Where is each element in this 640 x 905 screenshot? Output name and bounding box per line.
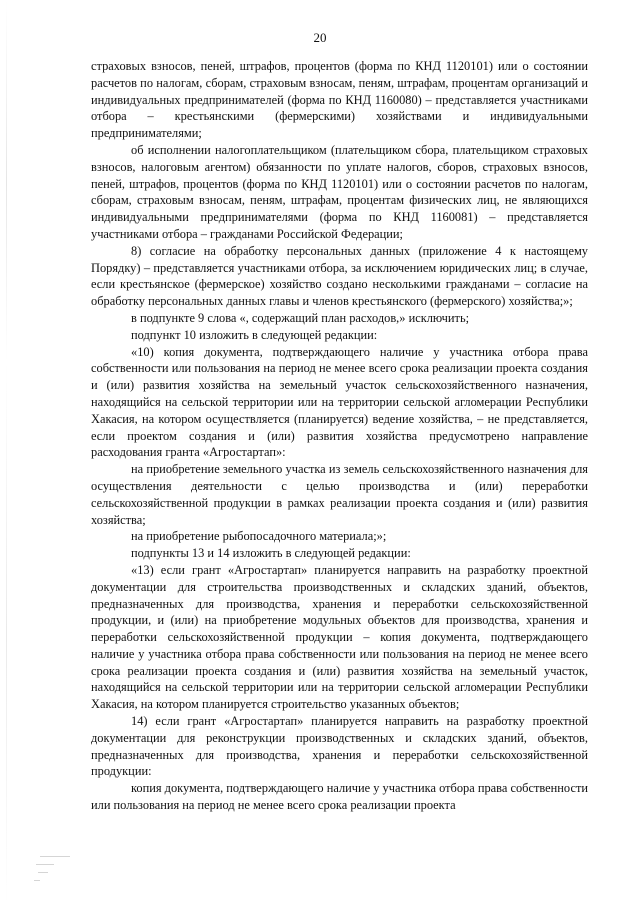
paragraph-item-14: 14) если грант «Агростартап» планируется направить на разработку проектной документации для реконструкции производственных и складских зданий, объектов, предназначенных для производства, хранения и переработки сельскохозяйственной продукции: (91, 714, 588, 779)
paragraph-subitem-10-intro: подпункт 10 изложить в следующей редакции: (131, 327, 378, 342)
scan-edge (6, 0, 7, 905)
paragraph-item-8-consent: 8) согласие на обработку персональных данных (приложение 4 к настоящему Порядку) – представляется участниками отбора, за исключением юридических лиц; в случае, если крестьянское (фермерское) хозяйство создано несколькими гражданами – согласие на обработку персональных данных главы и членов крестьянского (фермерского) хозяйства;»; (91, 243, 588, 309)
paragraph-subitem-9: в подпункте 9 слова «, содержащий план расходов,» исключить; (131, 310, 470, 325)
paragraph-item-10-text: «10) копия документа, подтверждающего наличие у участника отбора права собственности или пользования на период не менее всего срока реализации проекта создания и (или) развития хозяйства на земельный участок сельскохозяйственного назначения, находящийся на сельской территории или на территории сельской агломерации Республики Хакасия, на котором осуществляется (планируется) ведение хозяйства, – не представляется, если проектом создания и (или) развития хозяйства предусмотрено направление расходования гранта «Агростартап»: (91, 344, 588, 460)
page-number: 20 (313, 30, 327, 45)
paragraph-subitems-13-14-intro: подпункты 13 и 14 изложить в следующей редакции: (131, 546, 411, 561)
paragraph-continuation: страховых взносов, пеней, штрафов, процентов (форма по КНД 1120101) или о состоянии расчетов по налогам, сборам, страховым взносам, пеням, штрафам, процентам организаций и индивидуальных предпринимателей (форма по КНД 1160080) – представляется участниками отбора – крестьянскими (фермерскими) хозяйствами и индивидуальными предпринимателями; (91, 59, 588, 141)
paragraph-land-purchase: на приобретение земельного участка из земель сельскохозяйственного назначения для осуществления деятельности с целью производства и (или) переработки сельскохозяйственной продукции в рамках реализации проекта создания и (или) развития хозяйства; (91, 462, 588, 527)
paragraph-fish-stock: на приобретение рыбопосадочного материала;»; (131, 529, 387, 544)
paragraph-tax-status-individuals: об исполнении налогоплательщиком (плательщиком сбора, плательщиком страховых взносов, налоговым агентом) обязанности по уплате налогов, сборов, страховых взносов, пеней, штрафов, процентов (форма по КНД 1120101) или о состоянии расчетов по налогам, сборам, страховым взносам, пеням, штрафам, процентам физических лиц, не являющихся индивидуальными предпринимателями (форма по КНД 1160081) – представляется участниками отбора – гражданами Российской Федерации; (91, 142, 588, 241)
paragraph-document-copy: копия документа, подтверждающего наличие у участника отбора права собственности или пользования на период не менее всего срока реализации проекта (91, 781, 588, 813)
scan-artifact (34, 852, 78, 886)
paragraph-item-13: «13) если грант «Агростартап» планируется направить на разработку проектной документации для строительства производственных и складских зданий, объектов, предназначенных для производства, хранения и переработки сельскохозяйственной продукции, и (или) на приобретение модульных объектов для производства, хранения и переработки сельскохозяйственной продукции – копия документа, подтверждающего наличие у участника отбора права собственности или пользования на период не менее всего срока реализации проекта создания и (или) развития хозяйства на земельный участок, находящийся на сельской территории или на территории сельской агломерации Республики Хакасия, на котором планируется строительство указанных объектов; (91, 562, 588, 712)
document-body (91, 58, 588, 814)
